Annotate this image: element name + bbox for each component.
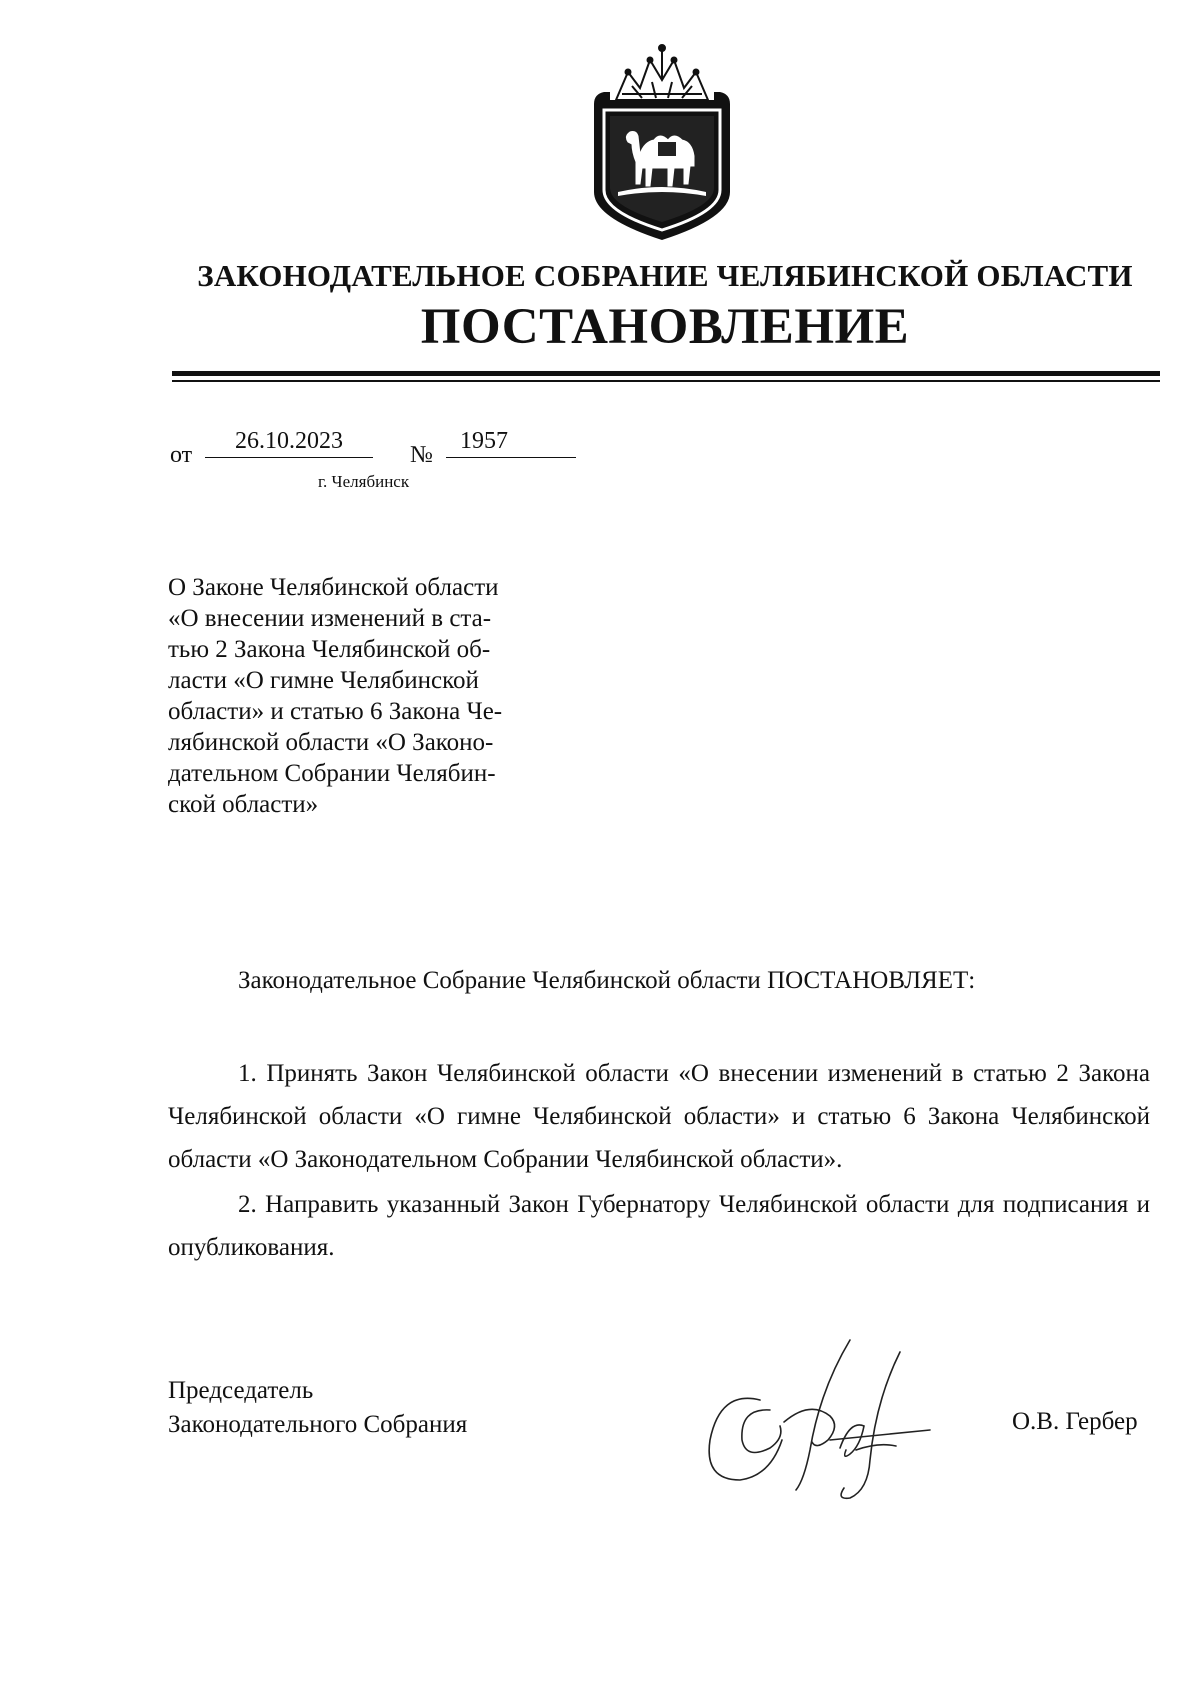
document-number: 1957 bbox=[446, 428, 576, 458]
subject-line: ской области» bbox=[168, 791, 319, 818]
coat-of-arms-icon bbox=[588, 42, 736, 242]
organization-title: ЗАКОНОДАТЕЛЬНОЕ СОБРАНИЕ ЧЕЛЯБИНСКОЙ ОБЛАСТИ bbox=[197, 258, 1133, 293]
number-prefix: № bbox=[410, 442, 433, 468]
signatory-title-line-2: Законодательного Собрания bbox=[168, 1411, 468, 1438]
resolves-statement: Законодательное Собрание Челябинской области ПОСТАНОВЛЯЕТ: bbox=[238, 967, 976, 994]
date-number-row bbox=[170, 428, 590, 468]
subject-line: ласти «О гимне Челябинской bbox=[168, 667, 479, 694]
subject-line: лябинской области «О Законо- bbox=[168, 729, 494, 756]
signatory-title bbox=[168, 1374, 467, 1442]
subject-line: тью 2 Закона Челябинской об- bbox=[168, 636, 491, 663]
header-rule-thin bbox=[172, 380, 1160, 382]
document-date: 26.10.2023 bbox=[205, 428, 373, 458]
subject-line: области» и статью 6 Закона Че- bbox=[168, 698, 503, 725]
resolution-paragraph-2: 2. Направить указанный Закон Губернатору Челябинской области для подписания и опубликования. bbox=[168, 1191, 1150, 1261]
signer-name: О.В. Гербер bbox=[1012, 1408, 1138, 1435]
city-label: г. Челябинск bbox=[318, 472, 410, 491]
subject-line: дательном Собрании Челябин- bbox=[168, 760, 496, 787]
signatory-title-line-1: Председатель bbox=[168, 1377, 314, 1404]
subject-line: «О внесении изменений в ста- bbox=[168, 605, 492, 632]
header-rule-thick bbox=[172, 371, 1160, 376]
document-subject bbox=[168, 572, 536, 820]
handwritten-signature-icon bbox=[700, 1330, 950, 1500]
document-type-title: ПОСТАНОВЛЕНИЕ bbox=[420, 299, 910, 355]
resolution-paragraph-1: 1. Принять Закон Челябинской области «О внесении изменений в статью 2 Закона Челябинской области «О гимне Челябинской области» и статью 6 Закона Челябинской области «О Законодательном Собрании Челябинской области». bbox=[168, 1060, 1150, 1173]
date-prefix: от bbox=[170, 442, 193, 468]
subject-line: О Законе Челябинской области bbox=[168, 574, 499, 601]
